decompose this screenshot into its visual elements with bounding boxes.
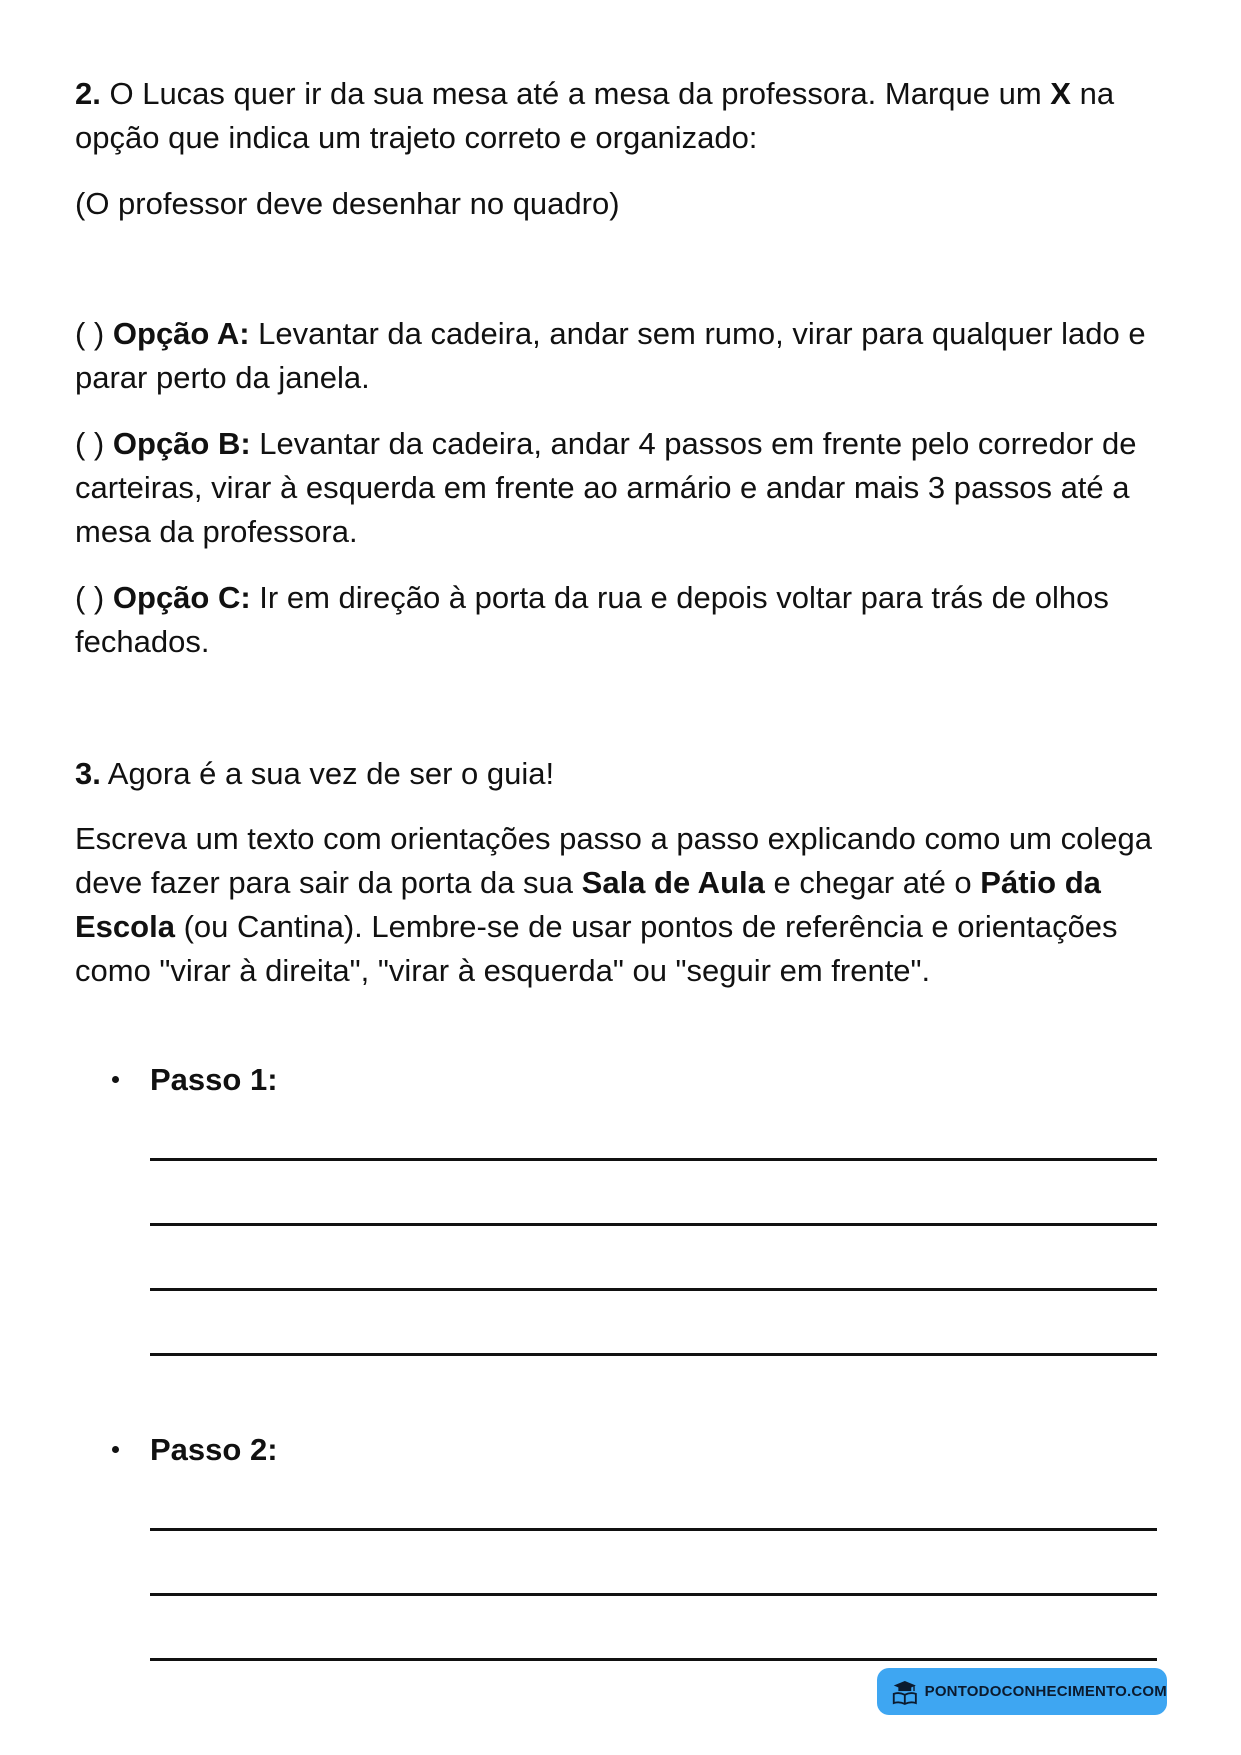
question-2-prompt: 2. O Lucas quer ir da sua mesa até a mesa da professora. Marque um X na opção que indica um trajeto correto e organizado: <box>75 76 1115 155</box>
question-2-number: 2. <box>75 76 101 111</box>
answer-line[interactable] <box>150 1528 1157 1531</box>
question-2-note: (O professor deve desenhar no quadro) <box>75 186 620 221</box>
option-a: ( ) Opção A: Levantar da cadeira, andar sem rumo, virar para qualquer lado e parar perto da janela. <box>75 316 1146 395</box>
option-c-checkbox[interactable]: ( ) <box>75 580 105 615</box>
option-b-checkbox[interactable]: ( ) <box>75 426 105 461</box>
option-a-label: Opção A: <box>112 316 250 351</box>
answer-line[interactable] <box>150 1593 1157 1596</box>
step-1-block <box>75 1058 1165 1356</box>
step-2-block <box>75 1428 1165 1661</box>
option-c: ( ) Opção C: Ir em direção à porta da rua e depois voltar para trás de olhos fechados. <box>75 580 1109 659</box>
graduation-book-icon <box>891 1677 919 1707</box>
brand-badge[interactable] <box>877 1668 1167 1715</box>
step-1-label: Passo 1: <box>150 1062 278 1097</box>
answer-line[interactable] <box>150 1223 1157 1226</box>
answer-line[interactable] <box>150 1353 1157 1356</box>
option-c-label: Opção C: <box>112 580 251 615</box>
place-classroom: Sala de Aula <box>581 865 765 900</box>
step-2-label: Passo 2: <box>150 1432 278 1467</box>
mark-x: X <box>1050 76 1071 111</box>
answer-line[interactable] <box>150 1288 1157 1291</box>
place-courtyard: Pátio da Escola <box>75 865 1101 944</box>
question-3-instructions: Escreva um texto com orientações passo a passo explicando como um colega deve fazer para sair da porta da sua Sala de Aula e chegar até o Pátio da Escola (ou Cantina). Lembre-se de usar pontos de referência e orientações como "virar à direita", "virar à esquerda" ou "seguir em frente". <box>75 821 1152 988</box>
option-b-label: Opção B: <box>112 426 251 461</box>
bullet-icon <box>112 1076 119 1083</box>
question-3-title: 3. Agora é a sua vez de ser o guia! <box>75 756 555 791</box>
answer-line[interactable] <box>150 1158 1157 1161</box>
answer-line[interactable] <box>150 1658 1157 1661</box>
question-3-number: 3. <box>75 756 101 791</box>
brand-name: PONTODOCONHECIMENTO.COM <box>924 1683 1167 1700</box>
bullet-icon <box>112 1446 119 1453</box>
option-b: ( ) Opção B: Levantar da cadeira, andar 4 passos em frente pelo corredor de carteiras, virar à esquerda em frente ao armário e andar mais 3 passos até a mesa da professora. <box>75 426 1137 549</box>
option-a-checkbox[interactable]: ( ) <box>75 316 105 351</box>
